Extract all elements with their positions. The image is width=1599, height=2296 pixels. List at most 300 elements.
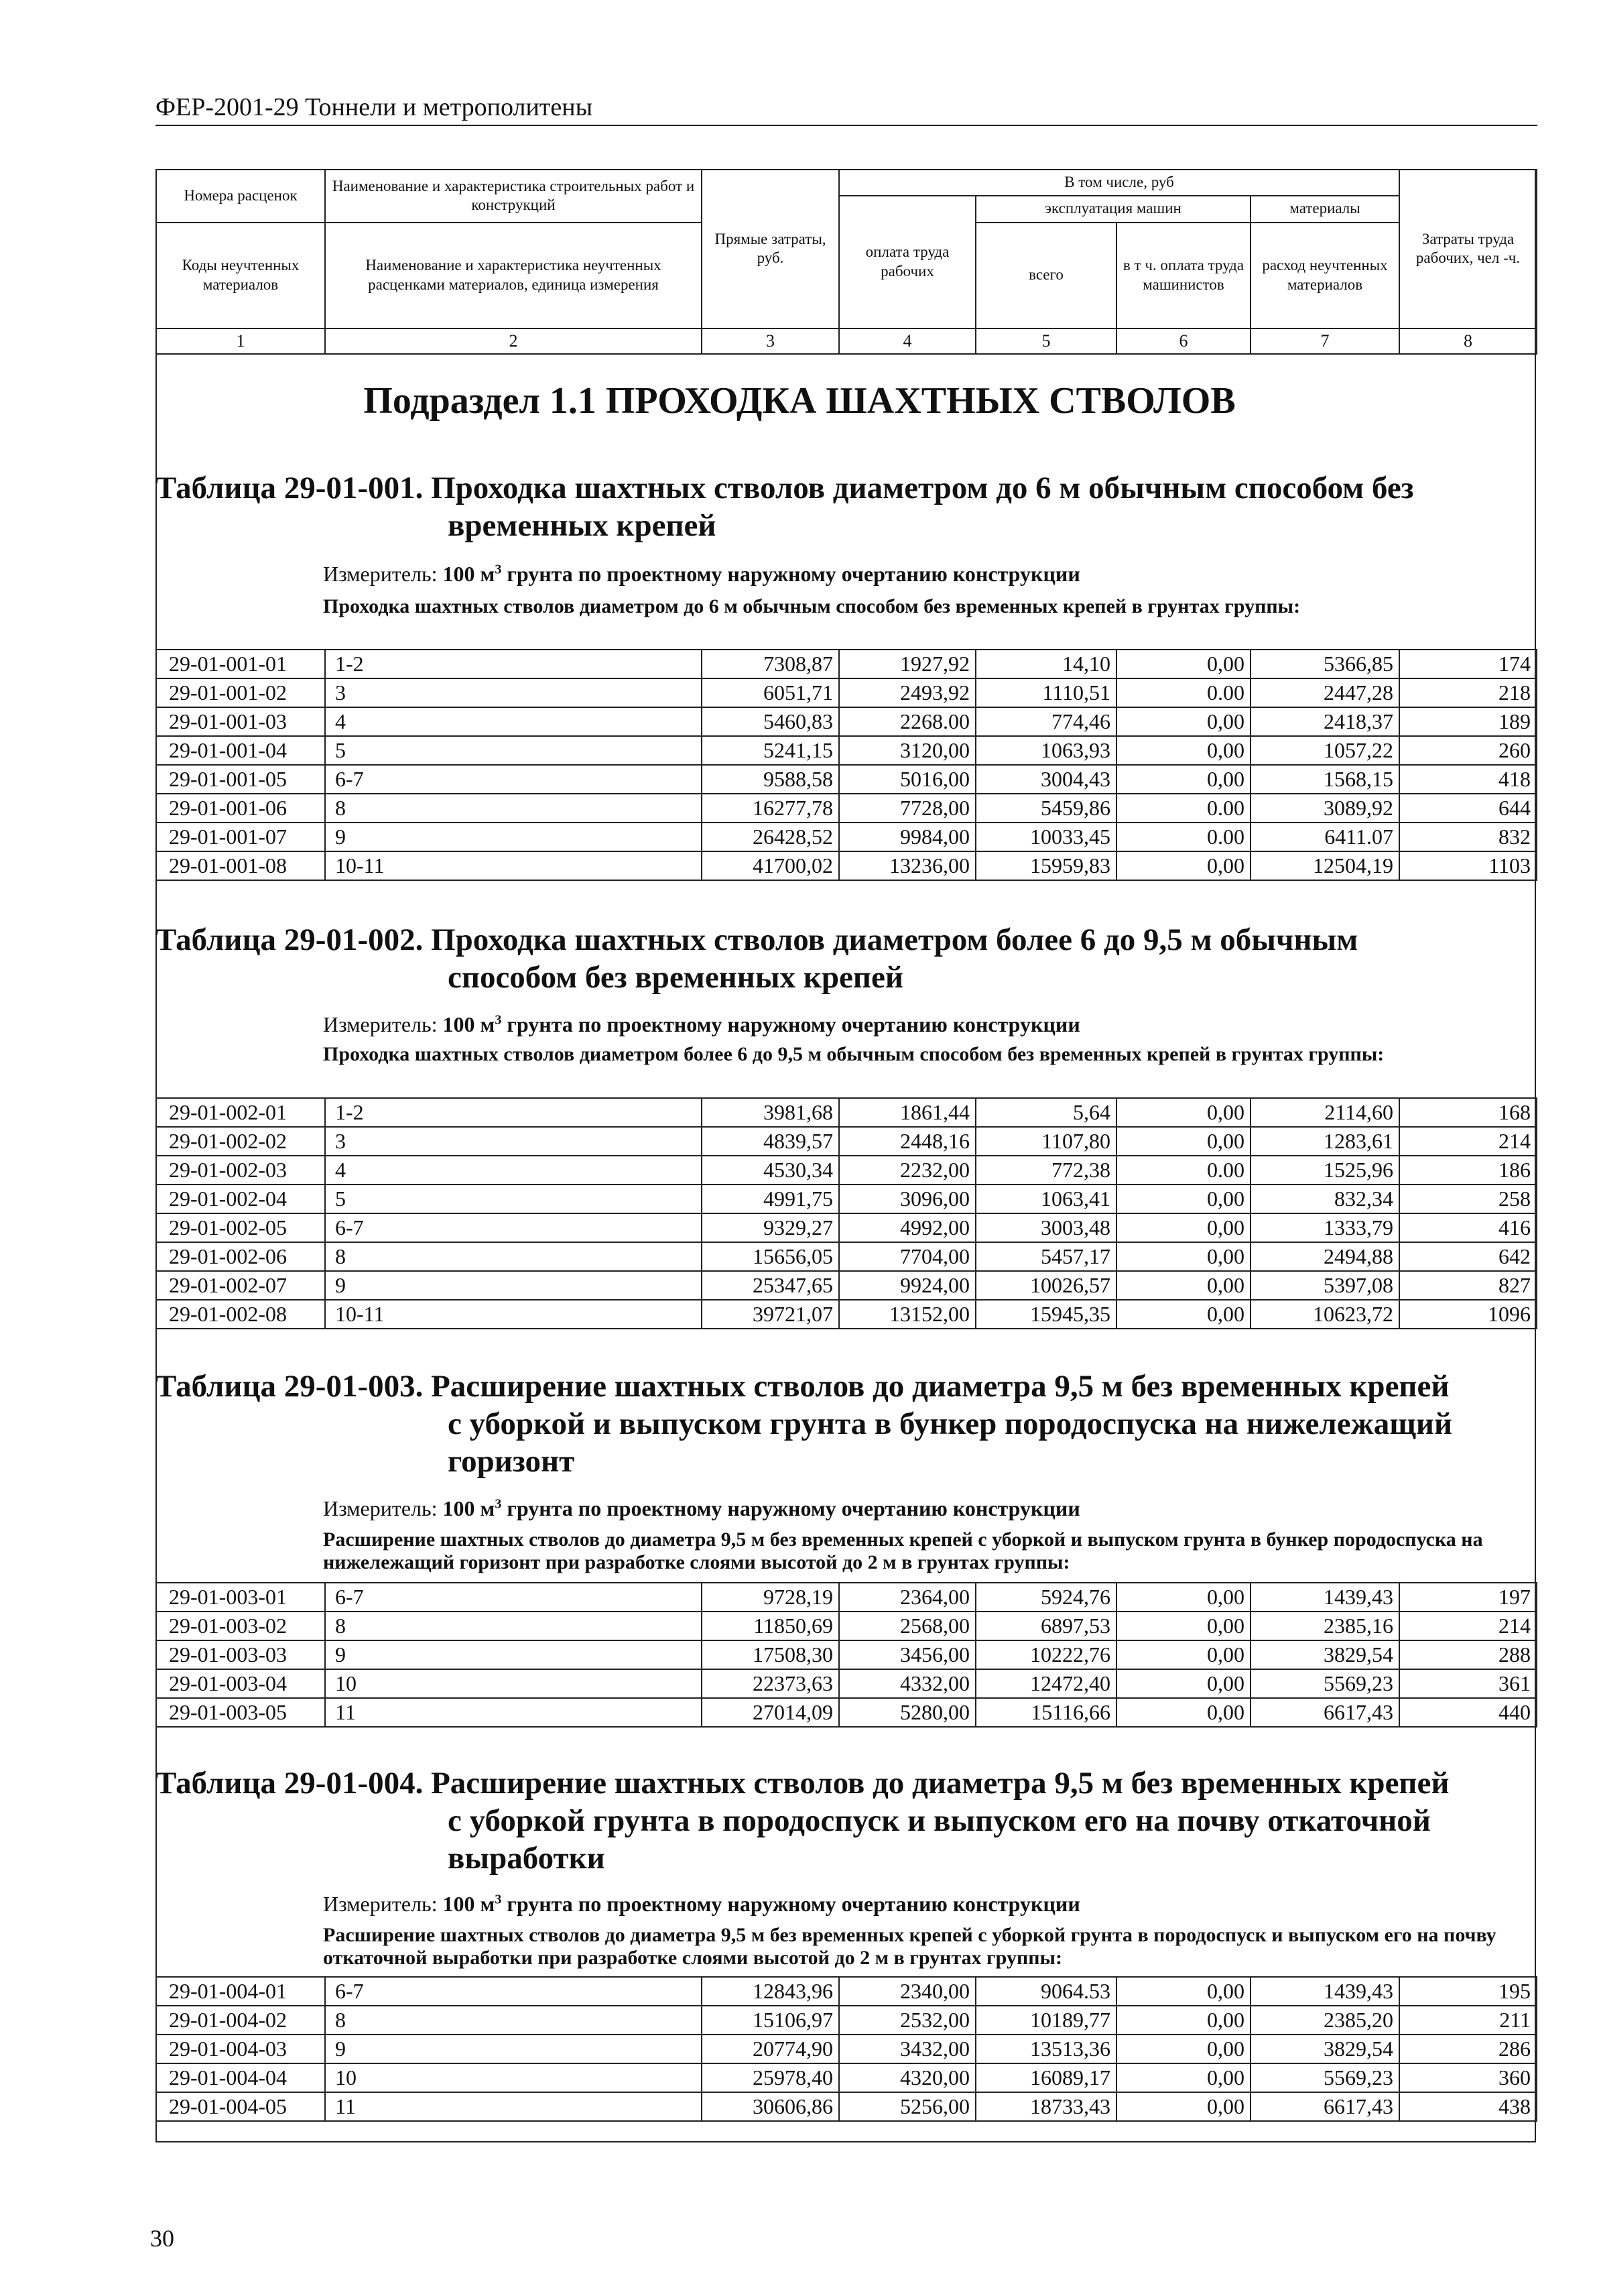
labor-hours-cell: 211 <box>1399 2006 1537 2035</box>
table-title-line: Расширение шахтных стволов до диаметра 9,5 м без временных крепей <box>431 1766 1450 1801</box>
measure-power: 3 <box>495 1892 502 1907</box>
worker-pay-cell: 2448,16 <box>839 1127 976 1156</box>
rate-code-cell: 29-01-001-02 <box>156 678 325 707</box>
soil-group-cell: 5 <box>325 736 702 765</box>
rate-code-cell: 29-01-002-04 <box>156 1185 325 1213</box>
table-row <box>156 1127 1537 1156</box>
labor-hours-cell: 360 <box>1399 2063 1537 2092</box>
table-row <box>156 1185 1537 1213</box>
rate-code-cell: 29-01-001-03 <box>156 707 325 736</box>
soil-group-cell: 3 <box>325 1127 702 1156</box>
measure-description: грунта по проектному наружному очертанию конструкции <box>501 1496 1080 1520</box>
rate-code-cell: 29-01-004-05 <box>156 2092 325 2121</box>
table-description: Проходка шахтных стволов диаметром более 6 до 9,5 м обычным способом без временных крепей в грунтах группы: <box>323 1043 1385 1065</box>
measure-description: грунта по проектному наружному очертанию конструкции <box>501 562 1080 586</box>
worker-pay-cell: 4992,00 <box>839 1213 976 1242</box>
worker-pay-cell: 13236,00 <box>839 851 976 880</box>
table-title-line: горизонт <box>448 1444 575 1479</box>
worker-pay-cell: 2532,00 <box>839 2006 976 2035</box>
machinist-pay-cell: 0,00 <box>1116 650 1251 678</box>
machinist-pay-cell: 0,00 <box>1116 851 1251 880</box>
rate-code-cell: 29-01-002-02 <box>156 1127 325 1156</box>
machines-total-cell: 10026,57 <box>976 1271 1116 1300</box>
table-heading <box>155 1368 1529 1480</box>
machines-total-cell: 1110,51 <box>976 678 1116 707</box>
labor-hours-cell: 214 <box>1399 1612 1537 1640</box>
material-usage-cell: 12504,19 <box>1251 851 1399 880</box>
measure-prefix: Измеритель: <box>323 562 443 586</box>
col-machines-total-header: всего <box>976 223 1116 328</box>
machines-total-cell: 774,46 <box>976 707 1116 736</box>
soil-group-cell: 8 <box>325 1612 702 1640</box>
table-title-line: выработки <box>448 1841 605 1876</box>
direct-cost-cell: 11850,69 <box>702 1612 839 1640</box>
labor-hours-cell: 832 <box>1399 823 1537 851</box>
measure-prefix: Измеритель: <box>323 1496 443 1520</box>
table-title-line: Проходка шахтных стволов диаметром до 6 м обычным способом без <box>431 471 1414 505</box>
labor-hours-cell: 1103 <box>1399 851 1537 880</box>
rates-table <box>155 1582 1537 1728</box>
measure-unit <box>323 1892 1080 1917</box>
measure-power: 3 <box>495 1012 502 1028</box>
rate-code-cell: 29-01-004-04 <box>156 2063 325 2092</box>
soil-group-cell: 10-11 <box>325 851 702 880</box>
direct-cost-cell: 5241,15 <box>702 736 839 765</box>
table-row <box>156 1640 1537 1669</box>
labor-hours-cell: 197 <box>1399 1583 1537 1612</box>
table-title-line: с уборкой и выпуском грунта в бункер породоспуска на нижележащий <box>448 1406 1453 1441</box>
soil-group-cell: 4 <box>325 707 702 736</box>
rate-code-cell: 29-01-004-03 <box>156 2035 325 2063</box>
worker-pay-cell: 13152,00 <box>839 1300 976 1329</box>
rate-code-cell: 29-01-001-07 <box>156 823 325 851</box>
machines-total-cell: 5924,76 <box>976 1583 1116 1612</box>
machines-total-cell: 1063,41 <box>976 1185 1116 1213</box>
measure-unit-value: 100 м <box>442 1012 495 1036</box>
machinist-pay-cell: 0,00 <box>1116 1271 1251 1300</box>
table-title-line: Проходка шахтных стволов диаметром более 6 до 9,5 м обычным <box>431 922 1358 957</box>
worker-pay-cell: 4332,00 <box>839 1669 976 1698</box>
rate-code-cell: 29-01-002-03 <box>156 1156 325 1185</box>
section-title: Подраздел 1.1 ПРОХОДКА ШАХТНЫХ СТВОЛОВ <box>363 380 1236 422</box>
worker-pay-cell: 5016,00 <box>839 765 976 794</box>
table-row <box>156 1213 1537 1242</box>
labor-hours-cell: 438 <box>1399 2092 1537 2121</box>
table-row <box>156 851 1537 880</box>
table-row <box>156 1612 1537 1640</box>
labor-hours-cell: 258 <box>1399 1185 1537 1213</box>
table-heading <box>155 921 1529 996</box>
soil-group-cell: 6-7 <box>325 1583 702 1612</box>
col-number: 3 <box>702 328 839 355</box>
worker-pay-cell: 5280,00 <box>839 1698 976 1727</box>
measure-description: грунта по проектному наружному очертанию конструкции <box>501 1012 1080 1036</box>
labor-hours-cell: 189 <box>1399 707 1537 736</box>
table-description: Расширение шахтных стволов до диаметра 9,5 м без временных крепей с уборкой и выпуском грунта в бункер породоспуска на нижележащий горизонт при разработке слоями высотой до 2 м в грунтах группы: <box>323 1528 1483 1573</box>
machines-total-cell: 772,38 <box>976 1156 1116 1185</box>
soil-group-cell: 8 <box>325 2006 702 2035</box>
table-heading <box>155 1764 1529 1877</box>
rate-code-cell: 29-01-002-08 <box>156 1300 325 1329</box>
rate-code-cell: 29-01-002-07 <box>156 1271 325 1300</box>
material-usage-cell: 3089,92 <box>1251 794 1399 823</box>
table-description: Расширение шахтных стволов до диаметра 9,5 м без временных крепей с уборкой грунта в породоспуск и выпуском его на почву откаточной выработки при разработке слоями высотой до 2 м в грунтах группы: <box>323 1924 1496 1969</box>
rate-code-cell: 29-01-001-08 <box>156 851 325 880</box>
measure-unit <box>323 562 1080 587</box>
table-row <box>156 2006 1537 2035</box>
rates-table <box>155 1097 1537 1329</box>
table-label: Таблица 29-01-003. <box>155 1369 424 1404</box>
rate-code-cell: 29-01-003-01 <box>156 1583 325 1612</box>
rate-code-cell: 29-01-004-01 <box>156 1977 325 2006</box>
material-usage-cell: 1333,79 <box>1251 1213 1399 1242</box>
machinist-pay-cell: 0,00 <box>1116 1098 1251 1127</box>
rate-code-cell: 29-01-003-05 <box>156 1698 325 1727</box>
soil-group-cell: 6-7 <box>325 1977 702 2006</box>
rate-code-cell: 29-01-001-04 <box>156 736 325 765</box>
material-usage-cell: 1568,15 <box>1251 765 1399 794</box>
machinist-pay-cell: 0,00 <box>1116 2006 1251 2035</box>
table-row <box>156 1242 1537 1271</box>
rates-table <box>155 1976 1537 2122</box>
soil-group-cell: 11 <box>325 1698 702 1727</box>
measure-power: 3 <box>495 562 502 577</box>
direct-cost-cell: 4839,57 <box>702 1127 839 1156</box>
worker-pay-cell: 3120,00 <box>839 736 976 765</box>
soil-group-cell: 9 <box>325 1640 702 1669</box>
table-row <box>156 1271 1537 1300</box>
labor-hours-cell: 168 <box>1399 1098 1537 1127</box>
col-material-name-header: Наименование и характеристика неучтенных расценками материалов, единица измерения <box>325 223 702 328</box>
material-usage-cell: 2385,16 <box>1251 1612 1399 1640</box>
machinist-pay-cell: 0,00 <box>1116 736 1251 765</box>
machines-total-cell: 14,10 <box>976 650 1116 678</box>
table-row <box>156 1098 1537 1127</box>
rate-code-cell: 29-01-002-01 <box>156 1098 325 1127</box>
material-usage-cell: 3829,54 <box>1251 2035 1399 2063</box>
soil-group-cell: 1-2 <box>325 650 702 678</box>
rate-code-cell: 29-01-003-03 <box>156 1640 325 1669</box>
machinist-pay-cell: 0,00 <box>1116 1977 1251 2006</box>
direct-cost-cell: 15106,97 <box>702 2006 839 2035</box>
rate-code-cell: 29-01-003-04 <box>156 1669 325 1698</box>
labor-hours-cell: 1096 <box>1399 1300 1537 1329</box>
direct-cost-cell: 6051,71 <box>702 678 839 707</box>
measure-unit-value: 100 м <box>442 1496 495 1520</box>
labor-hours-cell: 827 <box>1399 1271 1537 1300</box>
col-number: 5 <box>976 328 1116 355</box>
soil-group-cell: 6-7 <box>325 1213 702 1242</box>
direct-cost-cell: 25978,40 <box>702 2063 839 2092</box>
labor-hours-cell: 288 <box>1399 1640 1537 1669</box>
soil-group-cell: 8 <box>325 794 702 823</box>
material-usage-cell: 1057,22 <box>1251 736 1399 765</box>
material-usage-cell: 5366,85 <box>1251 650 1399 678</box>
machines-total-cell: 15116,66 <box>976 1698 1116 1727</box>
worker-pay-cell: 1927,92 <box>839 650 976 678</box>
machines-total-cell: 6897,53 <box>976 1612 1116 1640</box>
direct-cost-cell: 9329,27 <box>702 1213 839 1242</box>
col-number: 2 <box>325 328 702 355</box>
machinist-pay-cell: 0,00 <box>1116 1612 1251 1640</box>
worker-pay-cell: 2268.00 <box>839 707 976 736</box>
machines-total-cell: 18733,43 <box>976 2092 1116 2121</box>
worker-pay-cell: 2340,00 <box>839 1977 976 2006</box>
col-number: 4 <box>839 328 976 355</box>
material-usage-cell: 2418,37 <box>1251 707 1399 736</box>
col-labor-hours-header: Затраты труда рабочих, чел -ч. <box>1399 170 1537 328</box>
table-row <box>156 1977 1537 2006</box>
direct-cost-cell: 9728,19 <box>702 1583 839 1612</box>
worker-pay-cell: 3432,00 <box>839 2035 976 2063</box>
machinist-pay-cell: 0,00 <box>1116 2092 1251 2121</box>
material-usage-cell: 2447,28 <box>1251 678 1399 707</box>
labor-hours-cell: 174 <box>1399 650 1537 678</box>
rate-code-cell: 29-01-001-06 <box>156 794 325 823</box>
machines-total-cell: 5,64 <box>976 1098 1116 1127</box>
col-material-usage-header: расход неучтенных материалов <box>1251 223 1399 328</box>
worker-pay-cell: 3096,00 <box>839 1185 976 1213</box>
material-usage-cell: 832,34 <box>1251 1185 1399 1213</box>
rate-code-cell: 29-01-002-05 <box>156 1213 325 1242</box>
col-machinist-pay-header: в т ч. оплата труда машинистов <box>1116 223 1251 328</box>
machinist-pay-cell: 0,00 <box>1116 1300 1251 1329</box>
material-usage-cell: 2114,60 <box>1251 1098 1399 1127</box>
rate-code-cell: 29-01-003-02 <box>156 1612 325 1640</box>
measure-unit-value: 100 м <box>442 562 495 586</box>
machinist-pay-cell: 0,00 <box>1116 1640 1251 1669</box>
rate-code-cell: 29-01-004-02 <box>156 2006 325 2035</box>
material-usage-cell: 1439,43 <box>1251 1583 1399 1612</box>
table-row <box>156 1156 1537 1185</box>
material-usage-cell: 3829,54 <box>1251 1640 1399 1669</box>
machines-total-cell: 10222,76 <box>976 1640 1116 1669</box>
labor-hours-cell: 440 <box>1399 1698 1537 1727</box>
material-usage-cell: 10623,72 <box>1251 1300 1399 1329</box>
worker-pay-cell: 3456,00 <box>839 1640 976 1669</box>
soil-group-cell: 10 <box>325 2063 702 2092</box>
col-number: 1 <box>156 328 325 355</box>
labor-hours-cell: 286 <box>1399 2035 1537 2063</box>
measure-description: грунта по проектному наружному очертанию конструкции <box>501 1892 1080 1916</box>
measure-unit-value: 100 м <box>442 1892 495 1916</box>
direct-cost-cell: 12843,96 <box>702 1977 839 2006</box>
soil-group-cell: 9 <box>325 2035 702 2063</box>
direct-cost-cell: 30606,86 <box>702 2092 839 2121</box>
direct-cost-cell: 22373,63 <box>702 1669 839 1698</box>
machines-total-cell: 5459,86 <box>976 794 1116 823</box>
labor-hours-cell: 642 <box>1399 1242 1537 1271</box>
soil-group-cell: 9 <box>325 823 702 851</box>
machinist-pay-cell: 0,00 <box>1116 1185 1251 1213</box>
direct-cost-cell: 15656,05 <box>702 1242 839 1271</box>
measure-prefix: Измеритель: <box>323 1892 443 1916</box>
material-usage-cell: 2494,88 <box>1251 1242 1399 1271</box>
soil-group-cell: 1-2 <box>325 1098 702 1127</box>
labor-hours-cell: 218 <box>1399 678 1537 707</box>
table-row <box>156 707 1537 736</box>
col-direct-cost-header: Прямые затраты, руб. <box>702 170 839 328</box>
col-work-name-header: Наименование и характеристика строительных работ и конструкций <box>325 170 702 223</box>
table-row <box>156 1583 1537 1612</box>
soil-group-cell: 10-11 <box>325 1300 702 1329</box>
direct-cost-cell: 4530,34 <box>702 1156 839 1185</box>
direct-cost-cell: 5460,83 <box>702 707 839 736</box>
machines-total-cell: 3004,43 <box>976 765 1116 794</box>
machines-total-cell: 13513,36 <box>976 2035 1116 2063</box>
machinist-pay-cell: 0,00 <box>1116 1583 1251 1612</box>
direct-cost-cell: 41700,02 <box>702 851 839 880</box>
table-label: Таблица 29-01-004. <box>155 1766 424 1801</box>
table-row <box>156 650 1537 678</box>
machines-total-cell: 5457,17 <box>976 1242 1116 1271</box>
machines-total-cell: 3003,48 <box>976 1213 1116 1242</box>
col-materials-group-header: материалы <box>1251 196 1399 223</box>
table-row <box>156 1300 1537 1329</box>
labor-hours-cell: 186 <box>1399 1156 1537 1185</box>
labor-hours-cell: 416 <box>1399 1213 1537 1242</box>
machinist-pay-cell: 0.00 <box>1116 678 1251 707</box>
worker-pay-cell: 1861,44 <box>839 1098 976 1127</box>
material-usage-cell: 5397,08 <box>1251 1271 1399 1300</box>
machines-total-cell: 10189,77 <box>976 2006 1116 2035</box>
table-description: Проходка шахтных стволов диаметром до 6 м обычным способом без временных крепей в грунтах группы: <box>323 595 1301 617</box>
machinist-pay-cell: 0,00 <box>1116 1669 1251 1698</box>
direct-cost-cell: 4991,75 <box>702 1185 839 1213</box>
table-row <box>156 678 1537 707</box>
labor-hours-cell: 644 <box>1399 794 1537 823</box>
machinist-pay-cell: 0,00 <box>1116 765 1251 794</box>
machinist-pay-cell: 0,00 <box>1116 1213 1251 1242</box>
machinist-pay-cell: 0,00 <box>1116 2063 1251 2092</box>
machinist-pay-cell: 0.00 <box>1116 823 1251 851</box>
rates-table <box>155 649 1537 881</box>
soil-group-cell: 10 <box>325 1669 702 1698</box>
col-worker-pay-header: оплата труда рабочих <box>839 196 976 328</box>
machines-total-cell: 1107,80 <box>976 1127 1116 1156</box>
labor-hours-cell: 214 <box>1399 1127 1537 1156</box>
rate-code-cell: 29-01-002-06 <box>156 1242 325 1271</box>
machinist-pay-cell: 0.00 <box>1116 794 1251 823</box>
soil-group-cell: 11 <box>325 2092 702 2121</box>
worker-pay-cell: 7704,00 <box>839 1242 976 1271</box>
document-title: ФЕР-2001-29 Тоннели и метрополитены <box>155 93 593 121</box>
table-title-line: Расширение шахтных стволов до диаметра 9,5 м без временных крепей <box>431 1369 1450 1404</box>
worker-pay-cell: 4320,00 <box>839 2063 976 2092</box>
table-row <box>156 1669 1537 1698</box>
direct-cost-cell: 7308,87 <box>702 650 839 678</box>
worker-pay-cell: 2364,00 <box>839 1583 976 1612</box>
machines-total-cell: 15959,83 <box>976 851 1116 880</box>
direct-cost-cell: 39721,07 <box>702 1300 839 1329</box>
soil-group-cell: 8 <box>325 1242 702 1271</box>
labor-hours-cell: 418 <box>1399 765 1537 794</box>
table-row <box>156 2035 1537 2063</box>
material-usage-cell: 6411.07 <box>1251 823 1399 851</box>
measure-power: 3 <box>495 1496 502 1512</box>
machines-total-cell: 16089,17 <box>976 2063 1116 2092</box>
labor-hours-cell: 195 <box>1399 1977 1537 2006</box>
machines-total-cell: 15945,35 <box>976 1300 1116 1329</box>
table-title-line: с уборкой грунта в породоспуск и выпуском его на почву откаточной <box>448 1803 1431 1838</box>
material-usage-cell: 1439,43 <box>1251 1977 1399 2006</box>
direct-cost-cell: 9588,58 <box>702 765 839 794</box>
machines-total-cell: 9064.53 <box>976 1977 1116 2006</box>
labor-hours-cell: 361 <box>1399 1669 1537 1698</box>
worker-pay-cell: 5256,00 <box>839 2092 976 2121</box>
rate-code-cell: 29-01-001-05 <box>156 765 325 794</box>
worker-pay-cell: 9984,00 <box>839 823 976 851</box>
direct-cost-cell: 17508,30 <box>702 1640 839 1669</box>
direct-cost-cell: 26428,52 <box>702 823 839 851</box>
machinist-pay-cell: 0,00 <box>1116 1698 1251 1727</box>
soil-group-cell: 9 <box>325 1271 702 1300</box>
soil-group-cell: 3 <box>325 678 702 707</box>
rate-code-cell: 29-01-001-01 <box>156 650 325 678</box>
col-including-group-header: В том числе, руб <box>839 170 1399 196</box>
measure-unit <box>323 1496 1080 1521</box>
direct-cost-cell: 27014,09 <box>702 1698 839 1727</box>
page-number: 30 <box>150 2225 174 2252</box>
direct-cost-cell: 20774,90 <box>702 2035 839 2063</box>
table-row <box>156 794 1537 823</box>
table-label: Таблица 29-01-002. <box>155 922 424 957</box>
col-number: 8 <box>1399 328 1537 355</box>
col-number: 6 <box>1116 328 1251 355</box>
machines-total-cell: 12472,40 <box>976 1669 1116 1698</box>
machines-total-cell: 10033,45 <box>976 823 1116 851</box>
col-rate-number-header: Номера расценок <box>156 170 325 223</box>
title-rule <box>155 125 1537 126</box>
soil-group-cell: 4 <box>325 1156 702 1185</box>
table-row <box>156 765 1537 794</box>
table-row <box>156 823 1537 851</box>
worker-pay-cell: 7728,00 <box>839 794 976 823</box>
machinist-pay-cell: 0,00 <box>1116 707 1251 736</box>
soil-group-cell: 6-7 <box>325 765 702 794</box>
material-usage-cell: 5569,23 <box>1251 1669 1399 1698</box>
machinist-pay-cell: 0,00 <box>1116 1127 1251 1156</box>
measure-unit <box>323 1012 1080 1037</box>
worker-pay-cell: 2493,92 <box>839 678 976 707</box>
table-label: Таблица 29-01-001. <box>155 471 424 505</box>
material-usage-cell: 5569,23 <box>1251 2063 1399 2092</box>
machinist-pay-cell: 0,00 <box>1116 2035 1251 2063</box>
machinist-pay-cell: 0,00 <box>1116 1242 1251 1271</box>
soil-group-cell: 5 <box>325 1185 702 1213</box>
table-heading <box>155 469 1529 544</box>
measure-prefix: Измеритель: <box>323 1012 443 1036</box>
material-usage-cell: 6617,43 <box>1251 1698 1399 1727</box>
worker-pay-cell: 2568,00 <box>839 1612 976 1640</box>
table-row <box>156 1698 1537 1727</box>
worker-pay-cell: 9924,00 <box>839 1271 976 1300</box>
table-title-line: временных крепей <box>448 508 716 543</box>
labor-hours-cell: 260 <box>1399 736 1537 765</box>
table-row <box>156 2063 1537 2092</box>
table-row <box>156 736 1537 765</box>
column-header-table <box>155 169 1537 355</box>
material-usage-cell: 2385,20 <box>1251 2006 1399 2035</box>
col-machines-group-header: эксплуатация машин <box>976 196 1251 223</box>
direct-cost-cell: 25347,65 <box>702 1271 839 1300</box>
col-number: 7 <box>1251 328 1399 355</box>
table-row <box>156 2092 1537 2121</box>
direct-cost-cell: 3981,68 <box>702 1098 839 1127</box>
material-usage-cell: 6617,43 <box>1251 2092 1399 2121</box>
table-title-line: способом без временных крепей <box>448 960 903 995</box>
worker-pay-cell: 2232,00 <box>839 1156 976 1185</box>
